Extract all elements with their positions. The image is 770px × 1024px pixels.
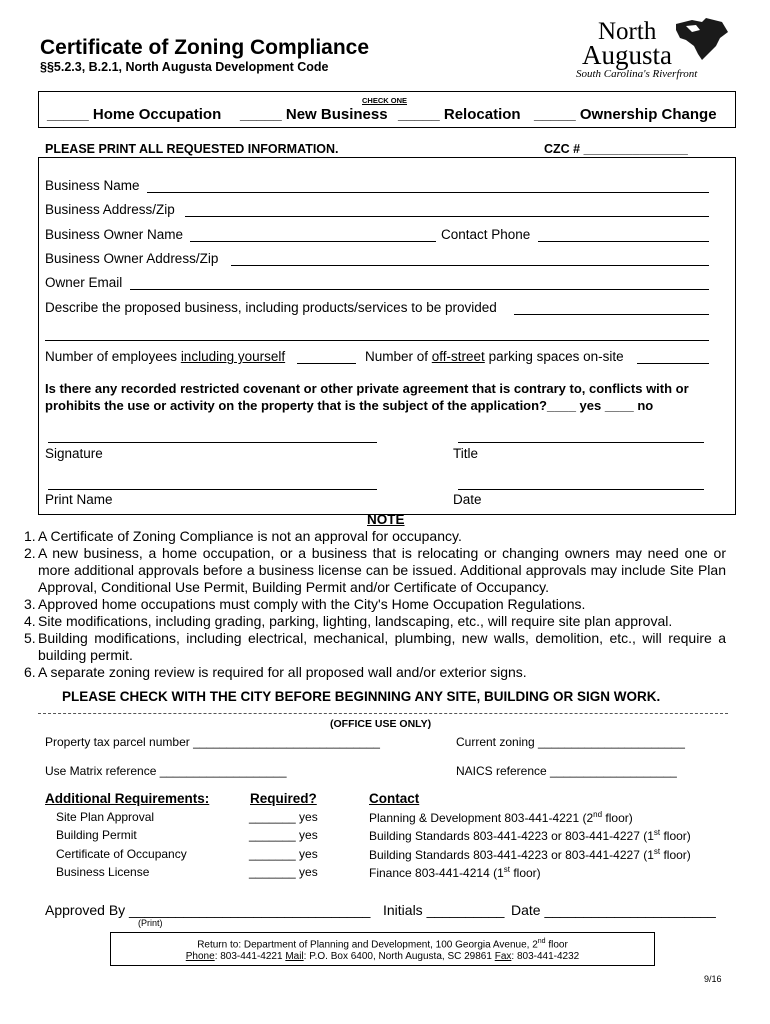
note-text: A separate zoning review is required for all proposed wall and/or exterior signs.: [38, 664, 527, 680]
required-header: Required?: [250, 791, 317, 806]
note-number: 1.: [24, 528, 36, 544]
contact-sup: st: [653, 847, 661, 856]
describe-business-field-2[interactable]: [45, 328, 709, 341]
owner-address-label: Business Owner Address/Zip: [45, 251, 219, 266]
owner-address-field[interactable]: [231, 253, 709, 266]
parking-label-underlined: off-street: [431, 349, 485, 364]
owner-name-field[interactable]: [190, 229, 436, 242]
note-item: [24, 664, 726, 681]
employees-label: [45, 349, 285, 364]
note-text: Approved home occupations must comply with the City's Home Occupation Regulations.: [38, 596, 586, 612]
option-ownership-change[interactable]: _____ Ownership Change: [534, 106, 717, 123]
form-title: Certificate of Zoning Compliance: [40, 36, 370, 59]
contact-tail: floor): [510, 866, 541, 880]
parking-label-pre: Number of: [365, 349, 432, 364]
option-home-occupation[interactable]: _____ Home Occupation: [47, 106, 222, 123]
fax-value: : 803-441-4232: [511, 951, 580, 962]
contact-sup: st: [653, 828, 661, 837]
employees-label-underlined: including yourself: [180, 349, 286, 364]
contact-phone-field[interactable]: [538, 229, 709, 242]
contact-tail: floor): [660, 829, 691, 843]
note-number: 2.: [24, 545, 36, 561]
business-address-label: Business Address/Zip: [45, 202, 175, 217]
requirements-header: Additional Requirements:: [45, 791, 210, 806]
office-use-divider: [38, 713, 728, 714]
return-tail: floor: [545, 939, 568, 951]
approval-date-field[interactable]: Date ______________________: [511, 902, 716, 918]
note-number: 4.: [24, 613, 36, 629]
business-name-label: Business Name: [45, 178, 140, 193]
req-item-building-permit: Building Permit: [56, 828, 137, 842]
owner-email-label: Owner Email: [45, 275, 123, 290]
parking-label: [365, 349, 624, 364]
contact-sup: st: [503, 865, 510, 874]
req-yes-certificate-occupancy[interactable]: _______ yes: [249, 847, 318, 861]
parking-field[interactable]: [637, 351, 709, 364]
city-logo: [572, 16, 732, 82]
print-caption: (Print): [138, 918, 163, 928]
fax-label: Fax: [494, 951, 512, 962]
form-version: 9/16: [704, 974, 722, 984]
print-name-line[interactable]: [48, 489, 377, 490]
contact-sup: nd: [593, 810, 603, 819]
title-line[interactable]: [458, 442, 704, 443]
contact-text: Finance 803-441-4214 (1: [369, 866, 504, 880]
note-item: [24, 545, 726, 596]
business-name-field[interactable]: [147, 180, 709, 193]
business-address-field[interactable]: [185, 204, 709, 217]
logo-line1: North: [598, 18, 657, 45]
req-yes-site-plan[interactable]: _______ yes: [249, 810, 318, 824]
date-line[interactable]: [458, 489, 704, 490]
print-instruction: PLEASE PRINT ALL REQUESTED INFORMATION.: [45, 142, 339, 156]
contact-tail: floor): [602, 811, 633, 825]
note-number: 3.: [24, 596, 36, 612]
current-zoning-field[interactable]: Current zoning ______________________: [456, 735, 685, 749]
owner-email-field[interactable]: [130, 277, 709, 290]
note-text: A new business, a home occupation, or a business that is relocating or changing owners may need one or more additional approvals before a business license can be issued. Additional approvals may include Site Plan Approval, Conditional Use Permit, Building Permit and/or Certificate of Occupancy.: [38, 545, 726, 595]
naics-field[interactable]: NAICS reference ___________________: [456, 764, 677, 778]
approved-by-field[interactable]: Approved By _______________________________: [45, 902, 371, 918]
req-contact-business-license: [369, 865, 541, 880]
note-item: [24, 630, 726, 664]
print-name-label: Print Name: [45, 492, 113, 507]
note-item: [24, 528, 726, 545]
return-to-address: [110, 938, 655, 950]
req-item-certificate-occupancy: Certificate of Occupancy: [56, 847, 187, 861]
form-subtitle: §§5.2.3, B.2.1, North Augusta Development Code: [40, 60, 329, 74]
note-text: Site modifications, including grading, parking, lighting, landscaping, etc., will require site plan approval.: [38, 613, 673, 629]
owner-name-label: Business Owner Name: [45, 227, 184, 242]
logo-line2: Augusta: [582, 40, 672, 70]
czc-number-field[interactable]: CZC # _______________: [544, 142, 688, 156]
option-new-business[interactable]: _____ New Business: [240, 106, 388, 123]
note-item: [24, 596, 726, 613]
signature-label: Signature: [45, 446, 103, 461]
employees-field[interactable]: [297, 351, 356, 364]
note-item: [24, 613, 726, 630]
note-number: 5.: [24, 630, 36, 646]
signature-line[interactable]: [48, 442, 377, 443]
state-outline-icon: [672, 16, 730, 64]
parking-label-post: parking spaces on-site: [484, 349, 624, 364]
req-contact-site-plan: [369, 810, 633, 825]
return-text: Return to: Department of Planning and Development, 100 Georgia Avenue, 2: [197, 939, 538, 951]
check-one-label: CHECK ONE: [362, 96, 408, 105]
title-label: Title: [453, 446, 479, 461]
req-item-site-plan: Site Plan Approval: [56, 810, 155, 824]
contact-text: Building Standards 803-441-4223 or 803-441-4227 (1: [369, 848, 654, 862]
contact-phone-label: Contact Phone: [441, 227, 531, 242]
note-text: Building modifications, including electrical, mechanical, plumbing, new walls, demolition, etc., will require a building permit.: [38, 630, 726, 663]
req-contact-building-permit: [369, 828, 691, 843]
req-yes-business-license[interactable]: _______ yes: [249, 865, 318, 879]
contact-text: Building Standards 803-441-4223 or 803-441-4227 (1: [369, 829, 654, 843]
employees-label-text: Number of employees: [45, 349, 181, 364]
req-yes-building-permit[interactable]: _______ yes: [249, 828, 318, 842]
initials-field[interactable]: Initials __________: [383, 902, 505, 918]
describe-business-field[interactable]: [514, 302, 709, 315]
check-with-city-warning: PLEASE CHECK WITH THE CITY BEFORE BEGINNING ANY SITE, BUILDING OR SIGN WORK.: [62, 689, 661, 704]
parcel-number-field[interactable]: Property tax parcel number ____________________________: [45, 735, 380, 749]
contact-text: Planning & Development 803-441-4221 (2: [369, 811, 594, 825]
contact-tail: floor): [660, 848, 691, 862]
return-sup: nd: [537, 938, 546, 945]
describe-business-label: Describe the proposed business, including products/services to be provided: [45, 300, 497, 315]
contact-header: Contact: [369, 791, 420, 806]
logo-tagline: South Carolina's Riverfront: [576, 68, 698, 80]
note-text: A Certificate of Zoning Compliance is not an approval for occupancy.: [38, 528, 462, 544]
req-item-business-license: Business License: [56, 865, 150, 879]
office-use-heading: (OFFICE USE ONLY): [330, 718, 432, 730]
notes-list: [24, 528, 726, 681]
note-number: 6.: [24, 664, 36, 680]
note-heading: NOTE: [367, 512, 405, 527]
req-contact-certificate-occupancy: [369, 847, 691, 862]
option-relocation[interactable]: _____ Relocation: [398, 106, 521, 123]
phone-label: Phone: [185, 951, 215, 962]
covenant-question: Is there any recorded restricted covenant or other private agreement that is contrary to, conflicts with or prohibits the use or activity on the property that is the subject of the application?____ yes ____ no: [45, 381, 689, 413]
mail-label: Mail: [285, 951, 304, 962]
return-to-contacts: [110, 951, 655, 962]
mail-value: : P.O. Box 6400, North Augusta, SC 29861: [303, 951, 495, 962]
use-matrix-field[interactable]: Use Matrix reference ___________________: [45, 764, 287, 778]
date-label: Date: [453, 492, 482, 507]
phone-value: : 803-441-4221: [214, 951, 286, 962]
